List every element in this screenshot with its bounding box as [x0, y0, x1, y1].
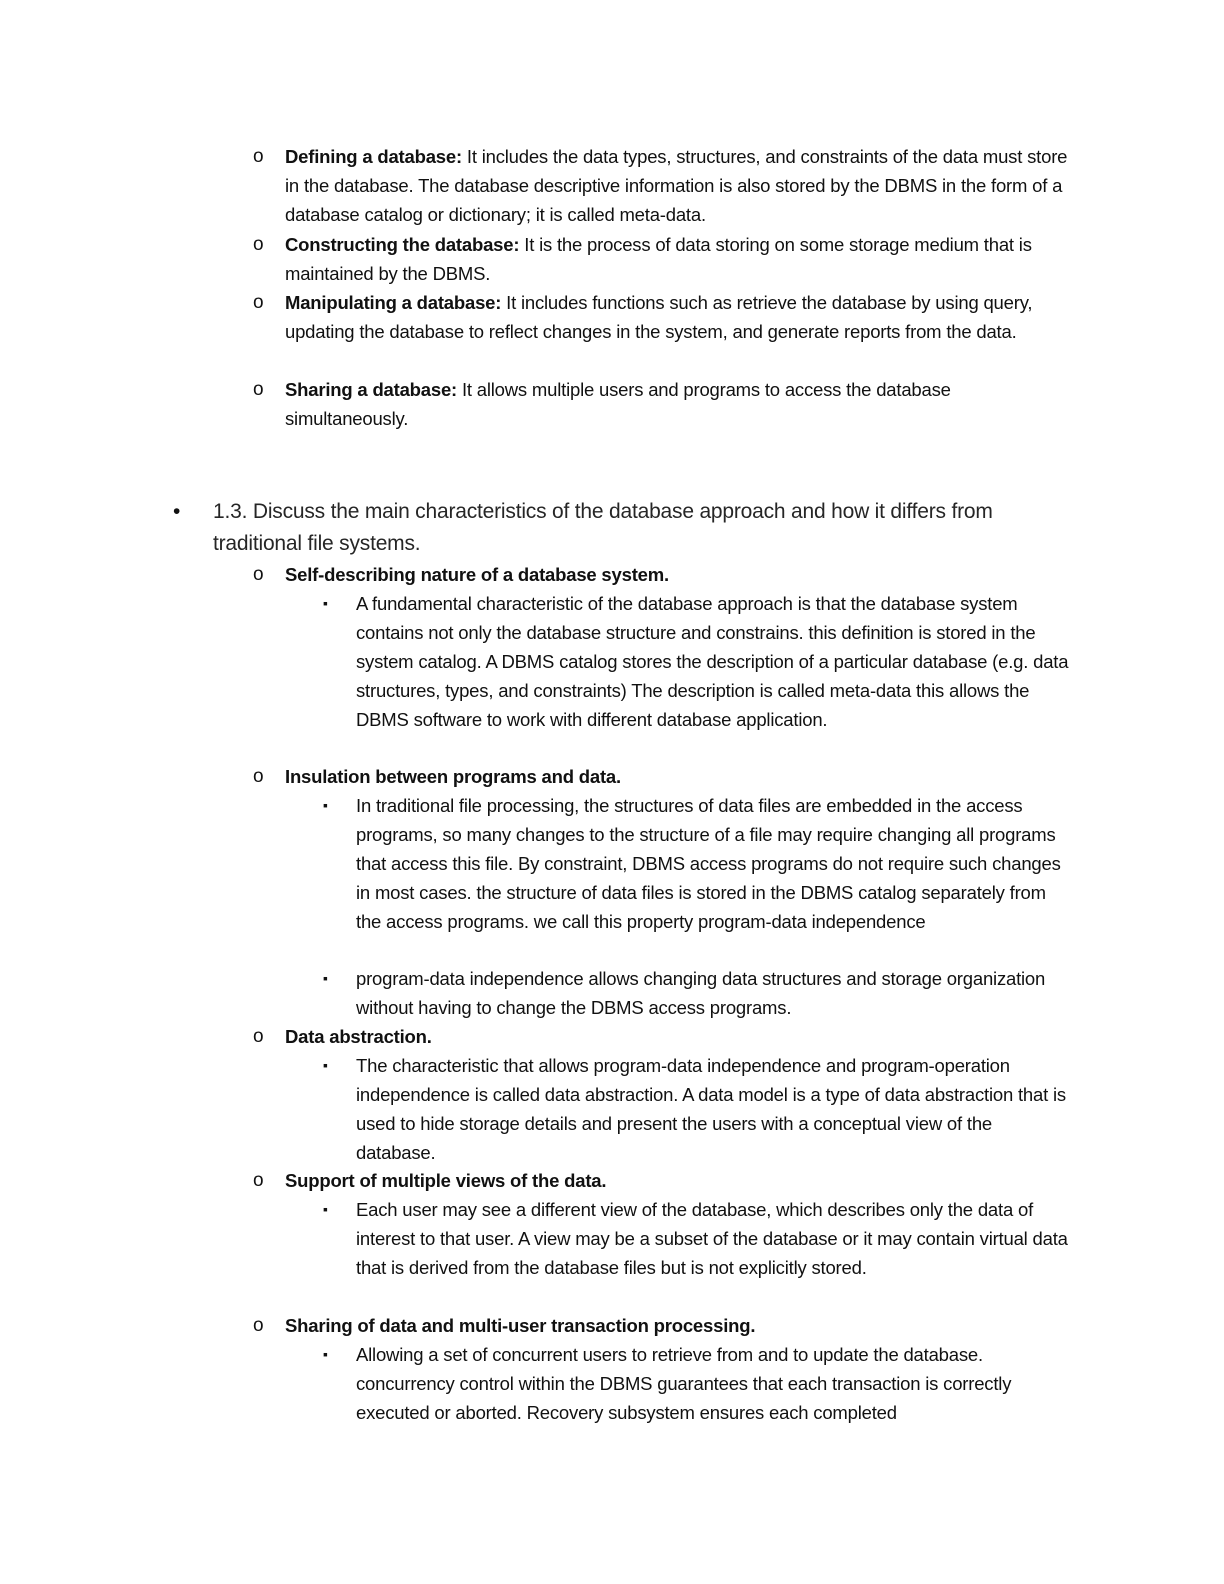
list-bullet: o: [253, 292, 264, 313]
list-bullet: o: [253, 766, 264, 787]
list-bullet: ▪: [323, 1201, 328, 1217]
characteristic-heading: [253, 762, 1075, 791]
list-item: [323, 791, 1074, 936]
item-text: It includes the data types, structures, and constraints of the data must store in the database. The database descriptive information is also stored by the DBMS in the form of a database catalog or dictionary; it is called meta-data.: [285, 146, 1068, 225]
heading-text: Self-describing nature of a database system.: [285, 564, 669, 585]
list-item: [323, 1051, 1074, 1167]
list-item: [323, 1340, 1074, 1427]
item-text: Each user may see a different view of the database, which describes only the data of interest to that user. A view may be a subset of the database or it may contain virtual data that is derived from the database files but is not explicitly stored.: [356, 1199, 1068, 1278]
list-bullet: o: [253, 564, 264, 585]
item-term: Constructing the database:: [285, 234, 520, 255]
list-item: [253, 142, 1075, 229]
item-text: It allows multiple users and programs to access the database simultaneously.: [285, 379, 951, 429]
characteristic-heading: [253, 1166, 1075, 1195]
item-text: It includes functions such as retrieve the database by using query, updating the database to reflect changes in the system, and generate reports from the data.: [285, 292, 1033, 342]
list-item: [323, 589, 1074, 734]
heading-text: Data abstraction.: [285, 1026, 432, 1047]
list-bullet: o: [253, 234, 264, 255]
list-item: [253, 230, 1075, 288]
question-text: 1.3. Discuss the main characteristics of the database approach and how it differs from traditional file systems.: [213, 500, 993, 555]
characteristic-heading: [253, 560, 1075, 589]
list-bullet: o: [253, 146, 264, 167]
list-bullet: ▪: [323, 1057, 328, 1073]
item-text: In traditional file processing, the structures of data files are embedded in the access programs, so many changes to the structure of a file may require changing all programs that access this file. By constraint, DBMS access programs do not require such changes in most cases. the structure of data files is stored in the DBMS catalog separately from the access programs. we call this property program-data independence: [356, 795, 1061, 932]
list-bullet: ▪: [323, 797, 328, 813]
item-term: Sharing a database:: [285, 379, 458, 400]
characteristic-heading: [253, 1311, 1075, 1340]
list-bullet: o: [253, 379, 264, 400]
list-bullet: o: [253, 1170, 264, 1191]
list-bullet: o: [253, 1026, 264, 1047]
list-bullet: ▪: [323, 970, 328, 986]
characteristic-heading: [253, 1022, 1075, 1051]
item-term: Manipulating a database:: [285, 292, 502, 313]
item-term: Defining a database:: [285, 146, 462, 167]
list-bullet: ▪: [323, 1346, 328, 1362]
item-text: It is the process of data storing on some storage medium that is maintained by the DBMS.: [285, 234, 1032, 284]
item-text: A fundamental characteristic of the database approach is that the database system contains not only the database structure and constrains. this definition is stored in the system catalog. A DBMS catalog stores the description of a particular database (e.g. data structures, types, and constraints) The description is called meta-data this allows the DBMS software to work with different database application.: [356, 593, 1069, 730]
list-item: [323, 1195, 1074, 1282]
heading-text: Sharing of data and multi-user transaction processing.: [285, 1315, 756, 1336]
heading-text: Support of multiple views of the data.: [285, 1170, 607, 1191]
list-bullet: ▪: [323, 595, 328, 611]
item-text: Allowing a set of concurrent users to retrieve from and to update the database. concurrency control within the DBMS guarantees that each transaction is correctly executed or aborted. Recovery subsystem ensures each completed: [356, 1344, 1012, 1423]
item-text: program-data independence allows changing data structures and storage organization without having to change the DBMS access programs.: [356, 968, 1046, 1018]
question-heading: [173, 496, 1063, 560]
heading-text: Insulation between programs and data.: [285, 766, 621, 787]
list-item: [323, 964, 1074, 1022]
list-bullet: o: [253, 1315, 264, 1336]
list-bullet: •: [173, 500, 181, 523]
item-text: The characteristic that allows program-data independence and program-operation independence is called data abstraction. A data model is a type of data abstraction that is used to hide storage details and present the users with a conceptual view of the database.: [356, 1055, 1066, 1163]
list-item: [253, 375, 1075, 433]
list-item: [253, 288, 1075, 346]
